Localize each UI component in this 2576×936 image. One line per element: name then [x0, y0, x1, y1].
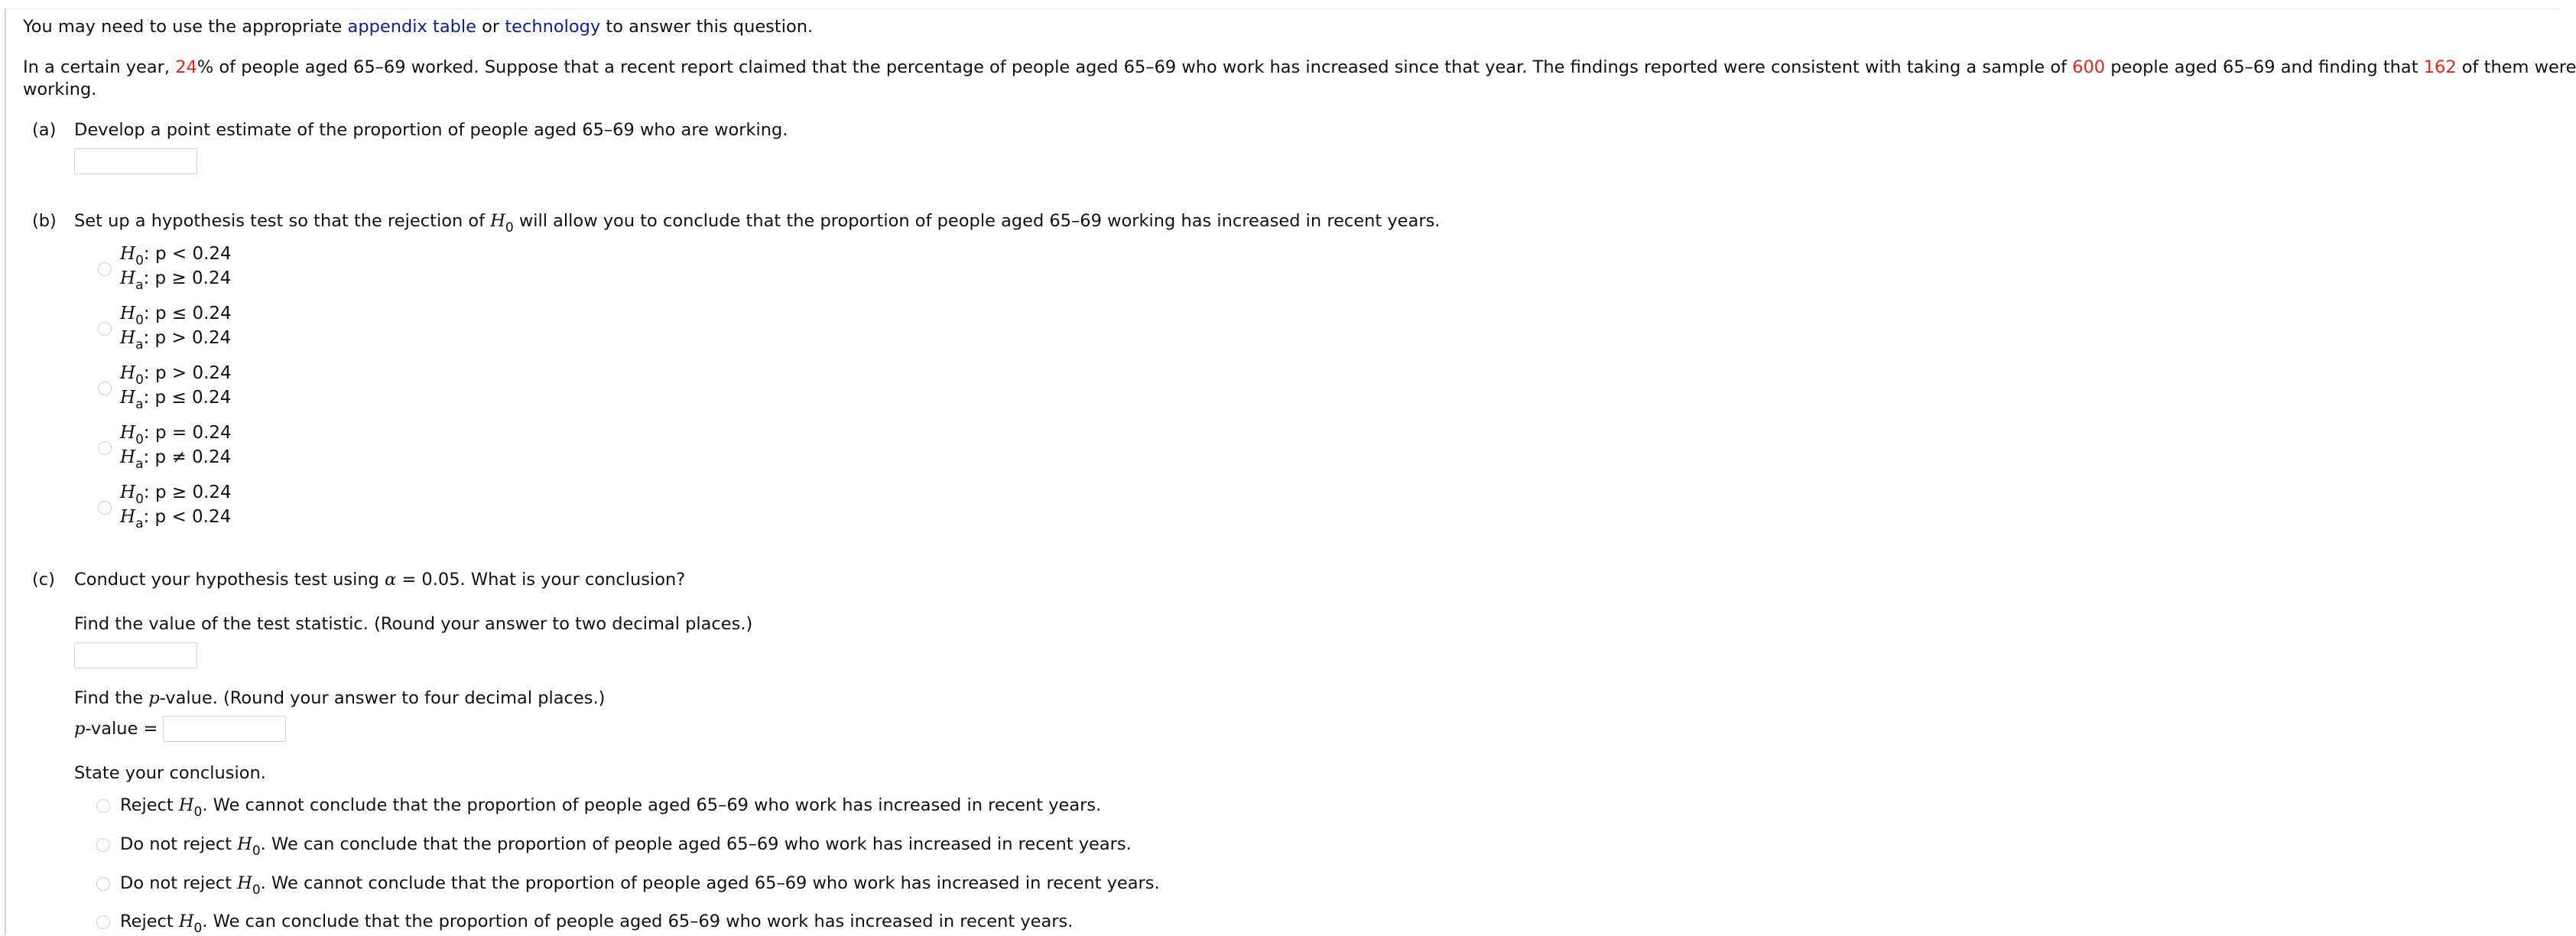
problem-p5: working.	[23, 80, 97, 99]
null-hypothesis: $H_0$: p < 0.24	[120, 244, 232, 268]
radio-button[interactable]	[96, 877, 110, 891]
alpha-symbol: α	[385, 570, 397, 590]
part-a-question: Develop a point estimate of the proportion of people aged 65–69 who are working.	[74, 120, 788, 140]
problem-p1: In a certain year,	[23, 57, 176, 77]
part-b-post: will allow you to conclude that the proportion of people aged 65–69 working has increased in recent years.	[513, 211, 1441, 231]
problem-p2: % of people aged 65–69 worked. Suppose that a recent report claimed that the percentage of people aged 65–69 who work has increased since that year. The findings reported were consistent with taking a sample of	[197, 57, 2073, 77]
conclusion-text: Reject $H_0$. We cannot conclude that the proportion of people aged 65–69 who work has increased in recent years.	[120, 795, 1102, 820]
radio-button[interactable]	[96, 838, 110, 852]
alternative-hypothesis: $H_a$: p > 0.24	[120, 328, 232, 353]
alternative-hypothesis: $H_a$: p ≤ 0.24	[120, 388, 232, 412]
problem-line-1	[23, 56, 2576, 79]
radio-button[interactable]	[98, 382, 112, 395]
radio-button[interactable]	[98, 501, 112, 515]
test-statistic-input[interactable]	[74, 642, 197, 668]
radio-button[interactable]	[98, 322, 112, 336]
h-symbol: H	[490, 211, 505, 231]
technology-link[interactable]: technology	[505, 17, 601, 37]
part-c-label: (c)	[32, 570, 55, 590]
radio-button[interactable]	[96, 799, 110, 813]
h-subscript: 0	[505, 220, 514, 236]
sample-size-value: 600	[2072, 57, 2106, 77]
alternative-hypothesis: $H_a$: p ≠ 0.24	[120, 447, 232, 472]
problem-p3: people aged 65–69 and finding that	[2105, 57, 2424, 77]
problem-line-2	[23, 78, 96, 101]
percent-value: 24	[175, 57, 197, 77]
p-value-prompt: Find the p-value. (Round your answer to four decimal places.)	[74, 688, 606, 708]
problem-p4: of them were	[2456, 57, 2576, 77]
part-b-label: (b)	[32, 211, 57, 231]
conclusion-text: Reject $H_0$. We can conclude that the proportion of people aged 65–69 who work has increased in recent years.	[120, 912, 1074, 936]
test-statistic-prompt: Find the value of the test statistic. (Round your answer to two decimal places.)	[74, 614, 753, 634]
null-hypothesis: $H_0$: p ≥ 0.24	[120, 483, 232, 507]
part-a-label: (a)	[32, 120, 57, 140]
conclusion-text: Do not reject $H_0$. We can conclude that the proportion of people aged 65–69 who work has increased in recent years.	[120, 834, 1132, 859]
null-hypothesis: $H_0$: p > 0.24	[120, 363, 232, 388]
p-value-label: p-value =	[74, 719, 158, 739]
part-b-pre: Set up a hypothesis test so that the rejection of	[74, 211, 491, 231]
part-b-question	[74, 210, 1440, 234]
alternative-hypothesis: $H_a$: p ≥ 0.24	[120, 268, 232, 293]
top-border	[5, 8, 2560, 9]
null-hypothesis: $H_0$: p ≤ 0.24	[120, 304, 232, 328]
intro-post: to answer this question.	[600, 17, 814, 37]
point-estimate-input[interactable]	[74, 148, 197, 174]
part-c-question: Conduct your hypothesis test using α = 0.05. What is your conclusion?	[74, 570, 686, 590]
null-hypothesis: $H_0$: p = 0.24	[120, 423, 232, 447]
radio-button[interactable]	[98, 441, 112, 455]
left-border	[5, 9, 6, 935]
count-value: 162	[2423, 57, 2457, 77]
intro-text	[23, 15, 813, 38]
radio-button[interactable]	[96, 915, 110, 929]
alternative-hypothesis: $H_a$: p < 0.24	[120, 507, 232, 531]
intro-pre: You may need to use the appropriate	[23, 17, 348, 37]
p-value-input[interactable]	[163, 716, 286, 742]
conclusion-text: Do not reject $H_0$. We cannot conclude that the proportion of people aged 65–69 who work has increased in recent years.	[120, 873, 1160, 898]
appendix-table-link[interactable]: appendix table	[347, 17, 476, 37]
conclusion-prompt: State your conclusion.	[74, 763, 266, 783]
intro-mid: or	[476, 17, 505, 37]
radio-button[interactable]	[98, 262, 112, 276]
